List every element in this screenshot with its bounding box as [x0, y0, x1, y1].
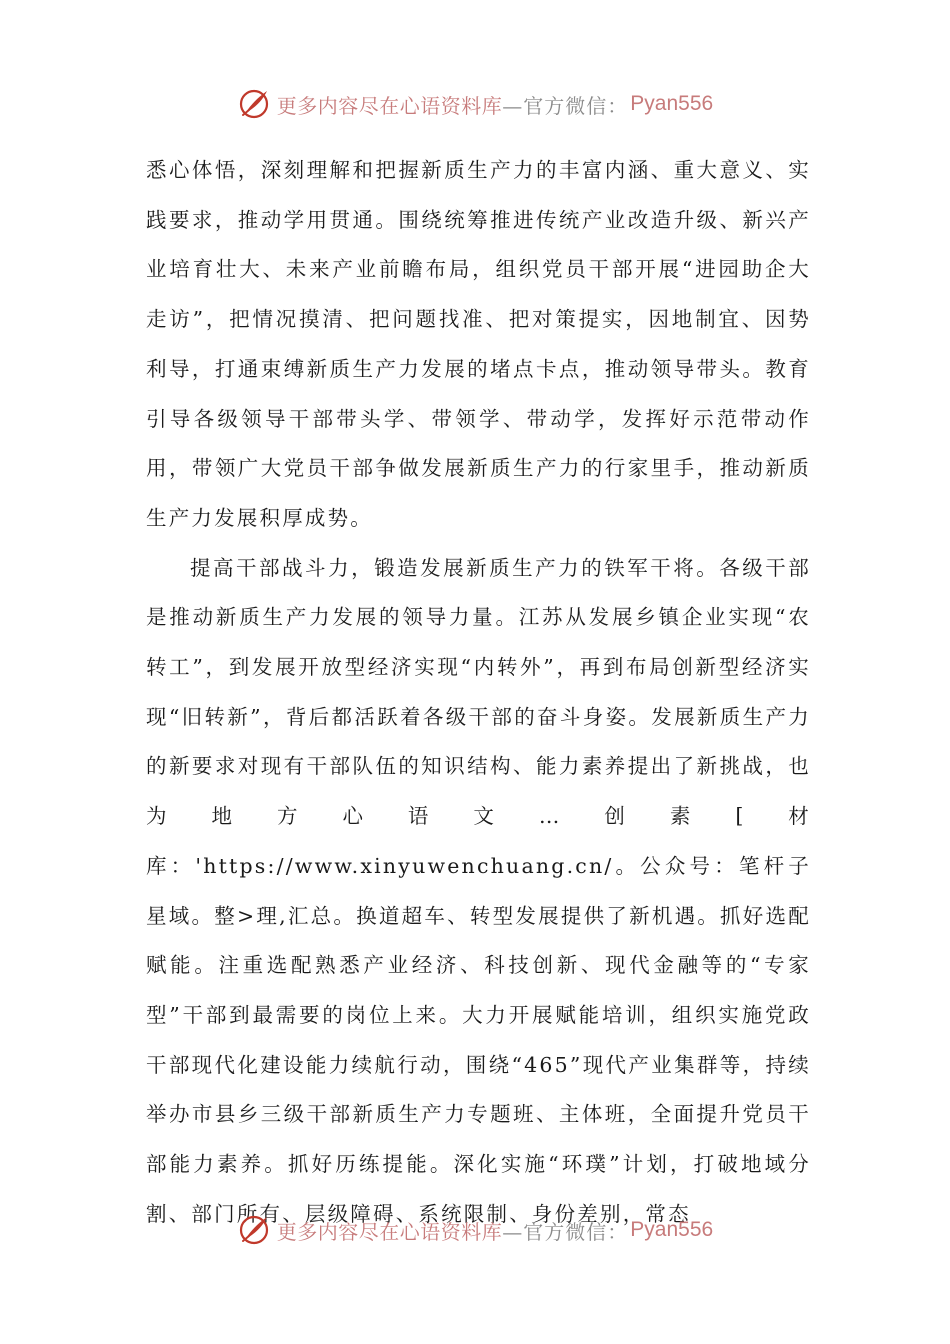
quill-logo-icon — [237, 1213, 271, 1247]
footer-wechat-id: Pyan556 — [630, 1218, 714, 1241]
body-paragraph-2: 提高干部战斗力，锻造发展新质生产力的铁军干将。各级干部是推动新质生产力发展的领导力量。江苏从发展乡镇企业实现“农转工”，到发展开放型经济实现“内转外”，再到布局创新型经济实现“旧转新”，背后都活跃着各级干部的奋斗身姿。发展新质生产力的新要求对现有干部队伍的知识结构、能力素养提出了新挑战，也为地方心语文…创素[材库：'https://www.xinyuwenchuang.cn/。公众号：笔杆子星域。整>理,汇总。换道超车、转型发展提供了新机遇。抓好选配赋能。注重选配熟悉产业经济、科技创新、现代金融等的“专家型”干部到最需要的岗位上来。大力开展赋能培训，组织实施党政干部现代化建设能力续航行动，围绕“465”现代产业集群等，持续举办市县乡三级干部新质生产力专题班、主体班，全面提升党员干部能力素养。抓好历练提能。深化实施“环璞”计划，打破地域分割、部门所有、层级障碍、系统限制、身份差别，常态 — [146, 555, 811, 1226]
footer-banner — [0, 1210, 950, 1250]
header-banner — [0, 84, 950, 124]
footer-slogan: 更多内容尽在心语资料库 — [276, 1219, 503, 1244]
quill-logo-icon — [237, 87, 271, 121]
header-separator: —官方微信： — [502, 93, 629, 118]
document-body — [146, 146, 811, 1239]
footer-separator: —官方微信： — [502, 1219, 629, 1244]
header-wechat-id: Pyan556 — [630, 92, 714, 115]
header-slogan: 更多内容尽在心语资料库 — [276, 93, 503, 118]
body-paragraph-1: 悉心体悟，深刻理解和把握新质生产力的丰富内涵、重大意义、实践要求，推动学用贯通。围绕统筹推进传统产业改造升级、新兴产业培育壮大、未来产业前瞻布局，组织党员干部开展“进园助企大走访”，把情况摸清、把问题找准、把对策提实，因地制宜、因势利导，打通束缚新质生产力发展的堵点卡点，推动领导带头。教育引导各级领导干部带头学、带领学、带动学，发挥好示范带动作用，带领广大党员干部争做发展新质生产力的行家里手，推动新质生产力发展积厚成势。 — [146, 158, 811, 530]
